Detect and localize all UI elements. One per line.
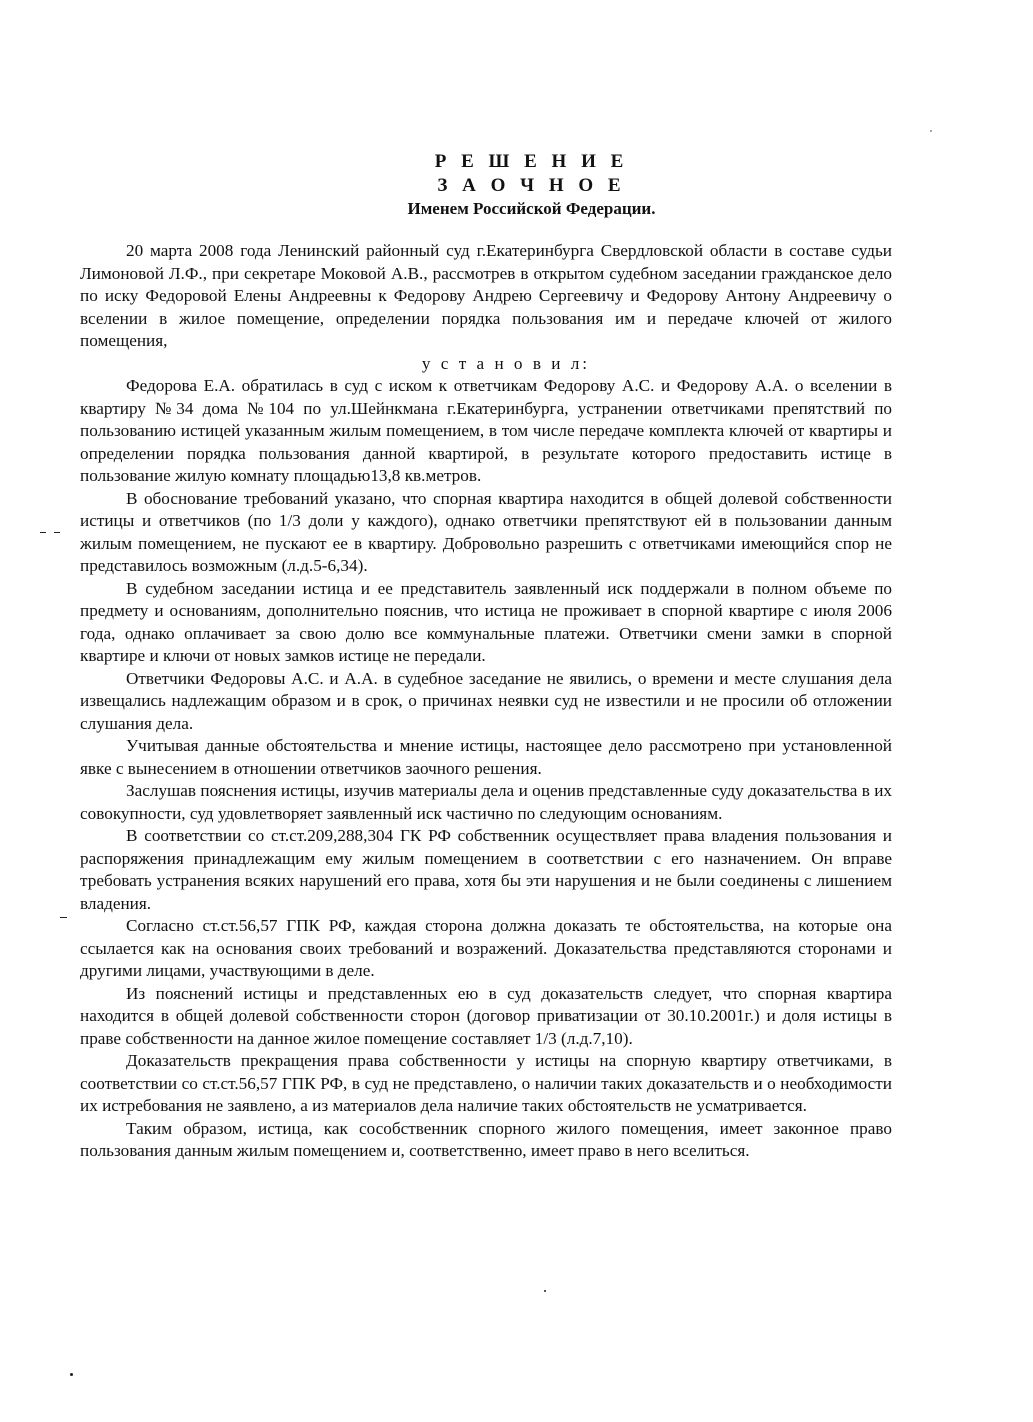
- intro-paragraph: 20 марта 2008 года Ленинский районный суд г.Екатеринбурга Свердловской области в составе судьи Лимоновой Л.Ф., при секретаре Моковой А.В., рассмотрев в открытом судебном заседании гражданское дело по иску Федоровой Елены Андреевны к Федорову Андрею Сергеевичу и Федорову Антону Андреевичу о вселении в жилое помещение, определении порядка пользования им и передаче ключей от жилого помещения,: [80, 241, 892, 350]
- scan-speck: [40, 532, 46, 533]
- body-paragraph: В обоснование требований указано, что спорная квартира находится в общей долевой собственности истицы и ответчиков (по 1/3 доли у каждого), однако ответчики препятствуют ей в пользовании данным жилым помещением, не пускают ее в квартиру. Добровольно разрешить с ответчиками имеющийся спор не представилось возможным (л.д.5-6,34).: [80, 488, 892, 575]
- body-paragraph: Доказательств прекращения права собственности у истицы на спорную квартиру ответчиками, в соответствии со ст.ст.56,57 ГПК РФ, в суд не представлено, о наличии таких доказательств и о необходимости их истребования не заявлено, а из материалов дела наличие таких обстоятельств не усматривается.: [80, 1051, 892, 1115]
- body-paragraph: Ответчики Федоровы А.С. и А.А. в судебное заседание не явились, о времени и месте слушания дела извещались надлежащим образом и в срок, о причинах неявки суд не известили и не просили об отложении слушания дела.: [80, 668, 892, 733]
- scan-speck: [70, 1373, 73, 1376]
- scan-speck: [544, 1290, 546, 1292]
- body-paragraph: В соответствии со ст.ст.209,288,304 ГК РФ собственник осуществляет права владения пользования и распоряжения принадлежащим ему жилым помещением в соответствии с его назначением. Он вправе требовать устранения всяких нарушений его права, хотя бы эти нарушения и не были соединены с лишением владения.: [80, 826, 892, 913]
- body-paragraph: Учитывая данные обстоятельства и мнение истицы, настоящее дело рассмотрено при установленной явке с вынесением в отношении ответчиков заочного решения.: [80, 736, 892, 778]
- body-paragraph: Заслушав пояснения истицы, изучив материалы дела и оценив представленные суду доказательства в их совокупности, суд удовлетворяет заявленный иск частично по следующим основаниям.: [80, 781, 892, 823]
- body-paragraph: Таким образом, истица, как сособственник спорного жилого помещения, имеет законное право пользования данным жилым помещением и, соответственно, имеет право в него вселиться.: [80, 1118, 892, 1160]
- document-subtitle: З А О Ч Н О Е: [437, 175, 626, 196]
- established-heading: у с т а н о в и л:: [421, 353, 591, 373]
- document-body: [80, 240, 892, 1163]
- scan-speck: [60, 917, 67, 918]
- body-paragraph: Согласно ст.ст.56,57 ГПК РФ, каждая сторона должна доказать те обстоятельства, на которые она ссылается как на основания своих требований и возражений. Доказательства представляются сторонами и другими лицами, участвующими в деле.: [80, 916, 892, 980]
- body-paragraph: Из пояснений истицы и представленных ею в суд доказательств следует, что спорная квартира находится в общей долевой собственности сторон (договор приватизации от 30.10.2001г.) и доля истицы в праве собственности на данное жилое помещение составляет 1/3 (л.д.7,10).: [80, 983, 892, 1048]
- document-title: Р Е Ш Е Н И Е: [434, 151, 629, 172]
- document-authority-line: Именем Российской Федерации.: [407, 199, 656, 218]
- body-paragraph: В судебном заседании истица и ее представитель заявленный иск поддержали в полном объеме по предмету и основаниям, дополнительно пояснив, что истица не проживает в спорной квартире с июля 2006 года, однако оплачивает за свою долю все коммунальные платежи. Ответчики смени замки в спорной квартире и ключи от новых замков истице не передали.: [80, 578, 892, 665]
- scan-speck: [54, 532, 60, 533]
- scan-speck: [930, 130, 932, 132]
- body-paragraph: Федорова Е.А. обратилась в суд с иском к ответчикам Федорову А.С. и Федорову А.А. о вселении в квартиру №34 дома №104 по ул.Шейнкмана г.Екатеринбурга, устранении ответчиками препятствий по пользованию истицей указанным жилым помещением, в том числе передаче комплекта ключей от квартиры и определении порядка пользования данной квартирой, в результате которого предоставить истице в пользование жилую комнату площадью13,8 кв.метров.: [80, 376, 892, 485]
